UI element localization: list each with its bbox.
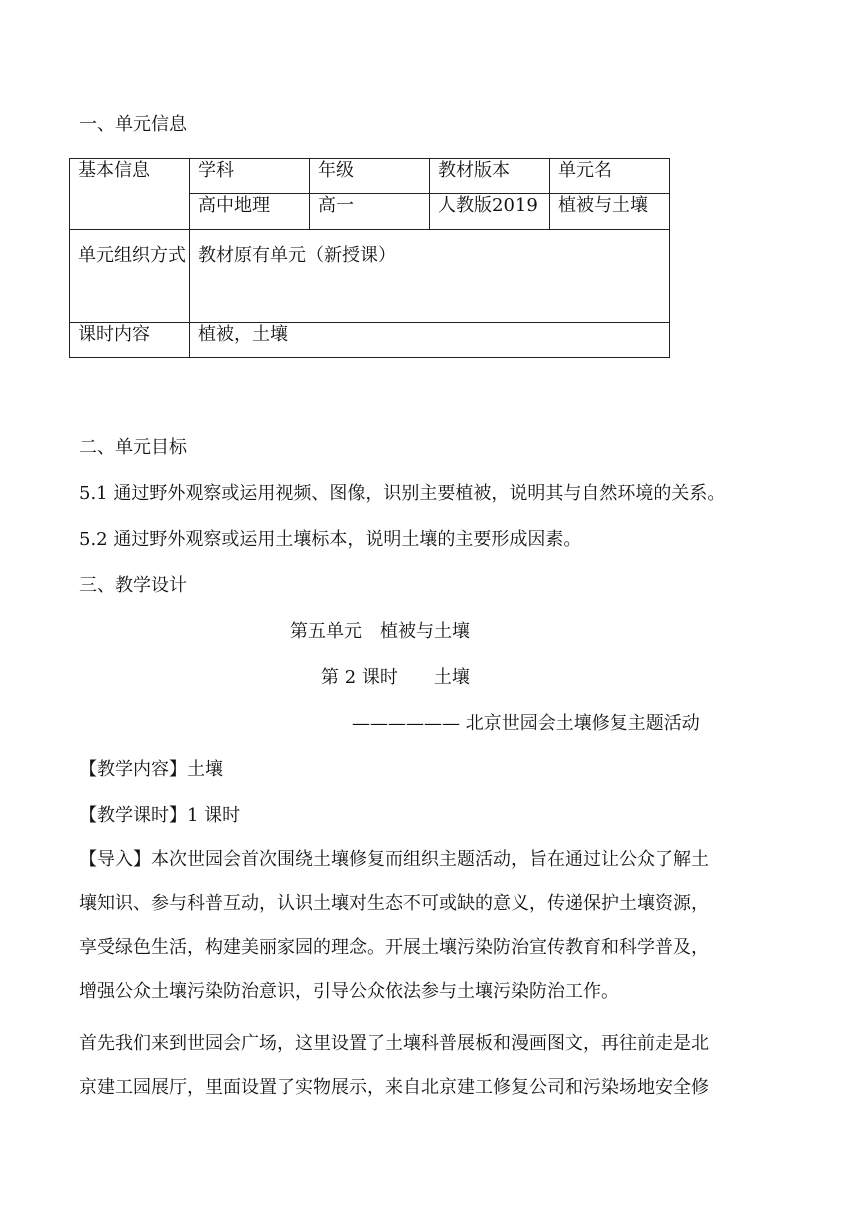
intro-line: 【导入】本次世园会首次围绕土壤修复而组织主题活动，旨在通过让公众了解土	[79, 849, 709, 870]
lesson-label: 课时内容	[70, 323, 190, 358]
value-edition: 人教版2019	[430, 194, 550, 230]
value-unit-name: 植被与土壤	[550, 194, 670, 230]
unit-title: 第五单元 植被与土壤	[290, 621, 470, 642]
section-2-heading: 二、单元目标	[79, 437, 187, 458]
header-edition: 教材版本	[430, 159, 550, 194]
header-subject: 学科	[190, 159, 310, 194]
goal-5-2: 5.2 通过野外观察或运用土壤标本，说明土壤的主要形成因素。	[79, 529, 582, 550]
lesson-value: 植被，土壤	[190, 323, 670, 358]
intro-line: 享受绿色生活，构建美丽家园的理念。开展土壤污染防治宣传教育和科学普及，	[79, 937, 709, 958]
paragraph-line: 首先我们来到世园会广场，这里设置了土壤科普展板和漫画图文，再往前走是北	[79, 1033, 709, 1054]
header-grade: 年级	[310, 159, 430, 194]
paragraph-line: 京建工园展厅，里面设置了实物展示，来自北京建工修复公司和污染场地安全修	[79, 1077, 709, 1098]
org-value-cell	[190, 230, 670, 323]
second-paragraph	[79, 1022, 791, 1110]
section-1-heading: 一、单元信息	[79, 114, 187, 135]
lesson-subtitle: —————— 北京世园会土壤修复主题活动	[352, 713, 700, 734]
org-value: 教材原有单元（新授课）	[198, 245, 396, 266]
goal-5-1: 5.1 通过野外观察或运用视频、图像，识别主要植被，说明其与自然环境的关系。	[79, 483, 726, 504]
org-label: 单元组织方式	[78, 245, 186, 266]
header-unit-name: 单元名	[550, 159, 670, 194]
section-3-heading: 三、教学设计	[79, 575, 187, 596]
teaching-content: 【教学内容】土壤	[79, 759, 223, 780]
lesson-title: 第 2 课时 土壤	[321, 667, 470, 688]
value-subject: 高中地理	[190, 194, 310, 230]
org-label-cell	[70, 230, 190, 323]
unit-info-table	[69, 158, 670, 358]
value-grade: 高一	[310, 194, 430, 230]
intro-line: 壤知识、参与科普互动，认识土壤对生态不可或缺的意义，传递保护土壤资源，	[79, 893, 709, 914]
basic-info-label: 基本信息	[70, 159, 190, 230]
teaching-hours: 【教学课时】1 课时	[79, 805, 241, 826]
intro-paragraph	[79, 838, 791, 1014]
intro-line: 增强公众土壤污染防治意识，引导公众依法参与土壤污染防治工作。	[79, 981, 619, 1002]
